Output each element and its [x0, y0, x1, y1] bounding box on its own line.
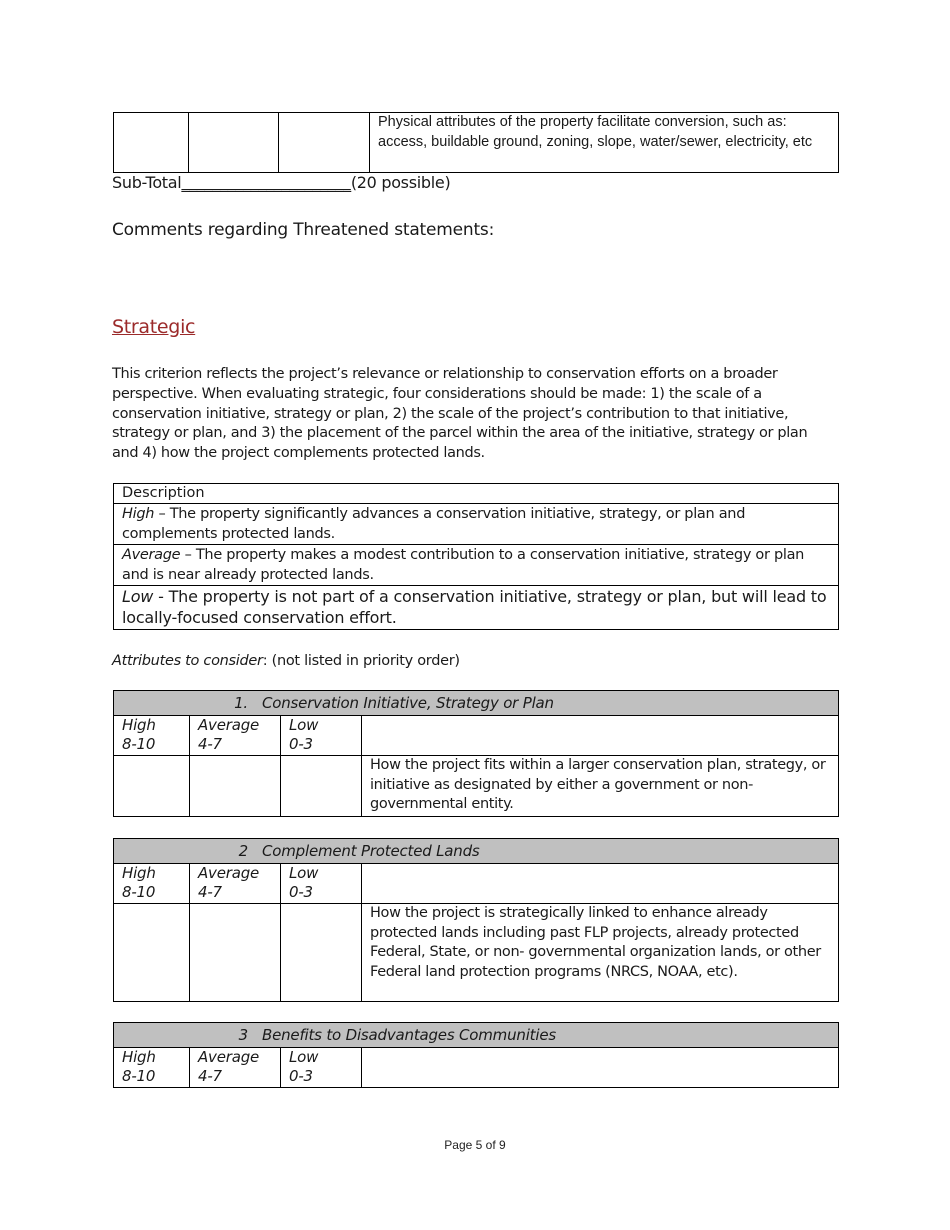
criterion-table-3	[113, 1022, 839, 1088]
low-label: Low	[289, 864, 319, 882]
high-label: High	[122, 716, 156, 734]
attributes-note	[112, 651, 460, 671]
high-label: High	[122, 1048, 156, 1066]
average-label: Average	[198, 864, 260, 882]
average-range: 4-7	[198, 883, 222, 901]
low-label: Low	[289, 716, 319, 734]
high-header	[114, 1048, 190, 1088]
criterion-description: Physical attributes of the property facilitate conversion, such as: access, buildable ground, zoning, slope, water/sewer, electricity, etc	[370, 113, 839, 173]
description-row-average	[114, 545, 839, 586]
criterion-table-1	[113, 690, 839, 817]
average-range: 4-7	[198, 1067, 222, 1085]
criterion-title: Conservation Initiative, Strategy or Plan	[262, 694, 554, 712]
criterion-table-2	[113, 838, 839, 1002]
criterion-description: How the project fits within a larger conservation plan, strategy, or initiative as designated by either a government or non-governmental entity.	[362, 756, 839, 817]
description-header: Description	[114, 484, 839, 504]
high-range: 8-10	[122, 883, 156, 901]
threatened-criterion-table	[113, 112, 839, 173]
average-label: Average	[198, 1048, 260, 1066]
low-range: 0-3	[289, 1067, 313, 1085]
level-separator: –	[154, 506, 170, 522]
attributes-label: Attributes to consider	[112, 653, 263, 669]
level-label: High	[122, 506, 155, 522]
low-score-cell	[281, 904, 362, 1002]
high-header	[114, 864, 190, 904]
high-label: High	[122, 864, 156, 882]
attributes-rest: : (not listed in priority order)	[262, 653, 460, 669]
description-row-low	[114, 586, 839, 630]
criterion-title-row	[114, 839, 839, 864]
level-text: The property makes a modest contribution to a conservation initiative, strategy or plan and is near already protected lands.	[122, 547, 805, 583]
subtotal-possible: (20 possible)	[350, 173, 451, 192]
low-score-cell	[281, 756, 362, 817]
high-score-cell	[114, 904, 190, 1002]
level-separator: –	[180, 547, 196, 563]
average-score-cell	[189, 113, 279, 173]
subtotal-line	[112, 173, 450, 193]
level-text: The property significantly advances a conservation initiative, strategy, or plan and complements protected lands.	[122, 506, 746, 542]
average-score-cell	[190, 904, 281, 1002]
subtotal-label: Sub-Total	[112, 173, 182, 192]
intro-paragraph: This criterion reflects the project’s relevance or relationship to conservation efforts on a broader perspective. When evaluating strategic, four considerations should be made: 1) the scale of a conservation initiative, strategy or plan, 2) the scale of the project’s contribution to that initiative, strategy or plan, and 3) the placement of the parcel within the area of the initiative, strategy or plan and 4) how the project complements protected lands.	[112, 366, 808, 462]
description-table	[113, 483, 839, 630]
page-number: Page 5 of 9	[444, 1138, 506, 1152]
criterion-title-row	[114, 691, 839, 716]
low-score-cell	[279, 113, 370, 173]
average-header	[190, 864, 281, 904]
average-range: 4-7	[198, 735, 222, 753]
criterion-number: 1.	[234, 694, 248, 712]
criterion-number: 2	[238, 842, 248, 860]
average-header	[190, 716, 281, 756]
average-score-cell	[190, 756, 281, 817]
level-label: Low	[122, 587, 154, 606]
low-range: 0-3	[289, 883, 313, 901]
criterion-title: Complement Protected Lands	[262, 842, 480, 860]
level-text: The property is not part of a conservation initiative, strategy or plan, but will lead to locally-focused conservation effort.	[122, 587, 827, 627]
low-header	[281, 1048, 362, 1088]
criterion-number: 3	[238, 1026, 248, 1044]
low-range: 0-3	[289, 735, 313, 753]
high-header	[114, 716, 190, 756]
section-heading: Strategic	[112, 316, 196, 338]
blank-header-cell	[362, 1048, 839, 1088]
low-header	[281, 864, 362, 904]
comments-label: Comments regarding Threatened statements:	[112, 220, 495, 240]
description-row-high	[114, 504, 839, 545]
criterion-description: How the project is strategically linked to enhance already protected lands including past FLP projects, already protected Federal, State, or non- governmental organization lands, or other Federal land protection programs (NRCS, NOAA, etc).	[362, 904, 839, 1002]
high-range: 8-10	[122, 1067, 156, 1085]
level-separator: -	[153, 587, 169, 606]
low-label: Low	[289, 1048, 319, 1066]
low-header	[281, 716, 362, 756]
criterion-title: Benefits to Disadvantages Communities	[262, 1026, 556, 1044]
high-range: 8-10	[122, 735, 156, 753]
criterion-title-row	[114, 1023, 839, 1048]
high-score-cell	[114, 756, 190, 817]
average-label: Average	[198, 716, 260, 734]
high-score-cell	[114, 113, 189, 173]
blank-header-cell	[362, 716, 839, 756]
level-label: Average	[122, 547, 181, 563]
blank-header-cell	[362, 864, 839, 904]
average-header	[190, 1048, 281, 1088]
subtotal-blank: ______________________	[181, 173, 351, 192]
